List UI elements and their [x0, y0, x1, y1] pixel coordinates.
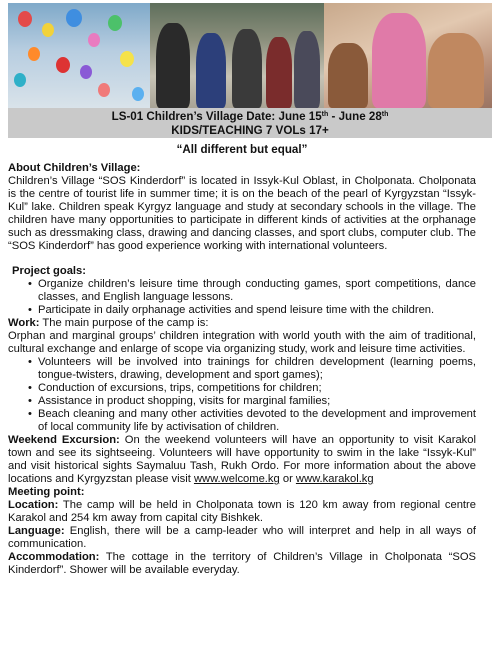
work-body: Orphan and marginal groups’ children integration with world youth with the aim of traditional, cultural exchange and enlarge of scope via organizing study, work and leisure time activities. [8, 330, 476, 355]
welcome-kg-link[interactable]: www.welcome.kg [193, 473, 280, 485]
children-running-photo [150, 3, 324, 108]
goals-title: Project goals: [12, 265, 86, 277]
balloons-photo [8, 3, 150, 108]
list-item: • Assistance in product shopping, visits for marginal families; [8, 395, 476, 408]
goals-list [8, 278, 476, 317]
language-paragraph: Language: English, there will be a camp-leader who will interpret and help in all ways of communication. [8, 525, 476, 550]
about-body: Children’s Village “SOS Kinderdorf” is located in Issyk-Kul Oblast, in Cholponata. Cholponata is the centre of tourist life in summer time; it is on the beach of the pearl of Kyrgyzstan “Issyk-Kul” lake. Children speak Kyrgyz language and study at secondary schools in the village. The children have many opportunities to participate in different kinds of activities at the orphanage such as dressmaking class, drawing and dancing classes, and sport clubs, computer club. The “SOS Kinderdorf” has good experience working with international volunteers. [8, 175, 476, 252]
about-title: About Children’s Village: [8, 162, 141, 174]
list-item: • Organize children’s leisure time through conducting games, sport competitions, dance classes, and English language lessons. [8, 278, 476, 304]
camp-description [8, 143, 476, 577]
camp-title: LS-01 Children’s Village Date: June 15th - June 28th [111, 110, 389, 123]
excursion-paragraph: Weekend Excursion: On the weekend volunteers will have an opportunity to visit Karakol town and see its sightseeing. Volunteers will have opportunity to swim in the lake “Issyk-Kul” and visit historical sights Saymaluu Tash, Rukh Ordo. For more information about the above locations and Kyrgyzstan please visit www.welcome.kg or www.karakol.kg [8, 434, 476, 485]
work-list [8, 356, 476, 434]
list-item: • Conduction of excursions, trips, competitions for children; [8, 382, 476, 395]
camp-subtitle: KIDS/TEACHING 7 VOLs 17+ [171, 124, 329, 137]
location-paragraph: Location: The camp will be held in Cholponata town is 120 km away from regional centre Karakol and 254 km away from capital city Bishkek. [8, 499, 476, 524]
work-intro: Work: The main purpose of the camp is: [8, 317, 209, 329]
meeting-title: Meeting point: [8, 486, 85, 498]
list-item: • Volunteers will be involved into trainings for children development (learning poems, tongue-twisters, drawing, development and sport games); [8, 356, 476, 382]
volunteer-children-photo [324, 3, 492, 108]
list-item: • Beach cleaning and many other activities devoted to the development and improvement of local community life by activisation of children. [8, 408, 476, 434]
photo-banner [8, 3, 492, 108]
motto: “All different but equal” [176, 143, 308, 156]
accommodation-paragraph: Accommodation: The cottage in the territory of Children’s Village in Cholponata “SOS Kinderdorf”. Shower will be available everyday. [8, 551, 476, 576]
list-item: • Participate in daily orphanage activities and spend leisure time with the children. [8, 304, 476, 317]
camp-header [8, 108, 492, 138]
karakol-kg-link[interactable]: www.karakol.kg [295, 473, 374, 485]
